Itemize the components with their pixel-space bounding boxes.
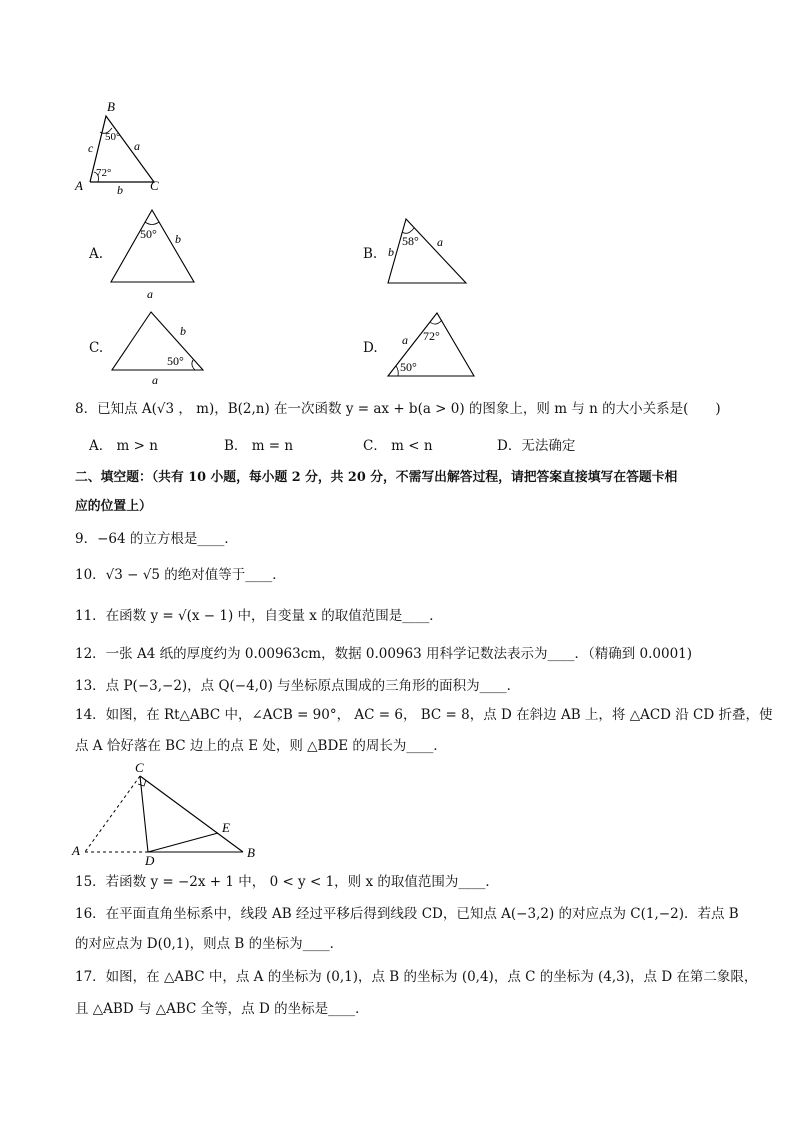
question-8: 8．已知点 A(√3 ， m)，B(2,n) 在一次函数 y = ax + b(a > 0) 的图象上，则 m 与 n 的大小关系是( ) <box>75 401 721 417</box>
option-c-angle: 50° <box>167 354 184 368</box>
question-17-line2: 且 △ABD 与 △ABC 全等，点 D 的坐标是____． <box>75 1001 369 1017</box>
q14-label-E: E <box>222 820 230 835</box>
label-a: a <box>134 139 140 153</box>
question-14-line1: 14．如图，在 Rt△ABC 中，∠ACB = 90°， AC = 6， BC = 8，点 D 在斜边 AB 上，将 △ACD 沿 CD 折叠，使 <box>75 707 773 723</box>
question-13: 13．点 P(−3,−2)，点 Q(−4,0) 与坐标原点围成的三角形的面积为____． <box>75 678 521 694</box>
option-c-side-b: b <box>180 324 186 338</box>
option-b-side-a: a <box>437 235 443 249</box>
angle-72: 72° <box>96 167 112 179</box>
question-10: 10．√3 − √5 的绝对值等于____． <box>75 567 286 583</box>
option-c-side-a: a <box>152 373 158 387</box>
option-a-triangle <box>105 205 200 300</box>
question-9: 9．−64 的立方根是____． <box>75 531 238 547</box>
section-2-heading: 二、填空题：（共有 10 小题，每小题 2 分，共 20 分，不需写出解答过程，请把答案直接填写在答题卡相 <box>75 470 678 485</box>
question-16-line2: 的对应点为 D(0,1)，则点 B 的坐标为____． <box>75 936 344 952</box>
q14-label-D: D <box>145 853 155 866</box>
q14-label-B: B <box>247 845 255 860</box>
label-b: b <box>117 183 123 197</box>
question-14-line2: 点 A 恰好落在 BC 边上的点 E 处，则 △BDE 的周长为____． <box>75 738 447 754</box>
option-d-triangle <box>382 308 482 383</box>
option-d-angle-50: 50° <box>400 360 417 374</box>
option-a-letter: A. <box>89 246 104 262</box>
label-A: A <box>75 178 83 193</box>
q8-option-d: D．无法确定 <box>497 438 576 454</box>
q8-option-a: A． m > n <box>89 438 158 454</box>
reference-triangle-figure <box>70 98 170 198</box>
question-12: 12．一张 A4 纸的厚度约为 0.00963cm，数据 0.00963 用科学记数法表示为____．（精确到 0.0001) <box>75 646 693 662</box>
option-b-triangle <box>380 212 475 292</box>
option-d-letter: D. <box>363 340 378 356</box>
section-2-heading-cont: 应的位置上） <box>75 499 152 514</box>
q8-option-b: B． m = n <box>224 438 294 454</box>
q8-option-c: C． m < n <box>363 438 433 454</box>
question-17-line1: 17．如图，在 △ABC 中，点 A 的坐标为 (0,1)，点 B 的坐标为 (0,4)，点 C 的坐标为 (4,3)，点 D 在第二象限， <box>75 969 758 985</box>
question-11: 11．在函数 y = √(x − 1) 中，自变量 x 的取值范围是____． <box>75 608 443 624</box>
q14-label-C: C <box>135 760 144 775</box>
option-a-side-b: b <box>175 232 181 246</box>
question-15: 15．若函数 y = −2x + 1 中， 0 < y < 1，则 x 的取值范围为____． <box>75 874 499 890</box>
option-b-side-b: b <box>388 245 394 259</box>
option-a-side-a: a <box>147 287 153 300</box>
label-C: C <box>150 178 159 193</box>
option-d-side-a: a <box>402 333 408 347</box>
option-b-angle: 58° <box>402 234 419 248</box>
q14-label-A: A <box>72 843 80 858</box>
option-c-letter: C. <box>89 340 104 356</box>
label-B: B <box>107 99 115 114</box>
label-c: c <box>88 141 94 155</box>
option-a-angle: 50° <box>140 227 157 241</box>
angle-50: 50° <box>105 131 121 143</box>
option-d-angle-72: 72° <box>423 329 440 343</box>
question-14-figure <box>68 758 268 866</box>
question-16-line1: 16．在平面直角坐标系中，线段 AB 经过平移后得到线段 CD，已知点 A(−3,2) 的对应点为 C(1,−2)．若点 B <box>75 906 739 922</box>
option-c-triangle <box>105 305 215 390</box>
option-b-letter: B. <box>363 246 378 262</box>
